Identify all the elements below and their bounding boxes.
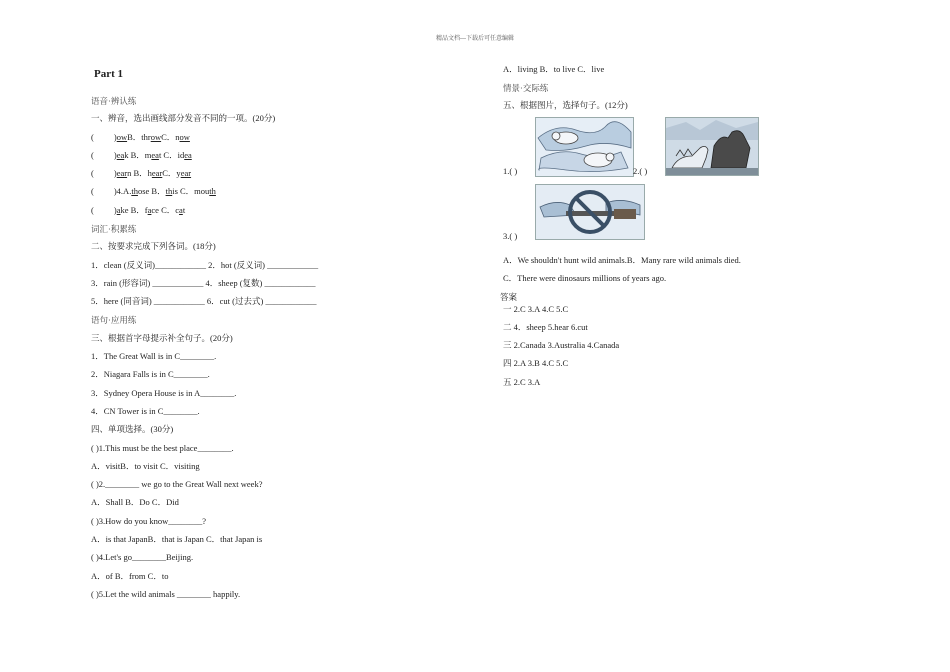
q3-title: 三、根据首字母提示补全句子。(20分) (91, 333, 233, 343)
page-header: 精品文档---下载后可任意编辑 (436, 36, 514, 42)
picture-1-illustration (535, 117, 634, 177)
q4-line-5: ( )3.How do you know________? (91, 516, 206, 526)
section-label-phonics: 语音·辨认练 (91, 96, 137, 106)
q4-line-1: ( )1.This must be the best place________. (91, 443, 234, 453)
q5-title: 五、根据图片，选择句子。(12分) (503, 100, 628, 110)
q4-line-9: ( )5.Let the wild animals ________ happily. (91, 589, 241, 599)
q4-line-7: ( )4.Let's go________Beijing. (91, 552, 194, 562)
picture-3-label: 3.( ) (503, 231, 518, 241)
q4-line-8: A．of B．from C．to (91, 571, 169, 581)
answer-row-4: 四 2.A 3.B 4.C 5.C (503, 358, 569, 368)
q1-item-5: ( )ake B．face C．cat (91, 205, 186, 215)
q1-item-3: ( )earn B．hearC．year (91, 168, 192, 178)
picture-2-label: 2.( ) (633, 166, 648, 176)
q3-item-2: 2．Niagara Falls is in C________. (91, 369, 210, 379)
picture-2-illustration (665, 117, 759, 176)
q5-options-c: C．There were dinosaurs millions of years ago. (503, 273, 667, 283)
page-title: Part 1 (94, 68, 124, 80)
picture-1-label: 1.( ) (503, 166, 518, 176)
section-label-vocab: 词汇·积累练 (91, 224, 137, 234)
q4-line-3: ( )2.________ we go to the Great Wall next week? (91, 479, 263, 489)
q2-row-2: 3．rain (形容词) ____________ 4．sheep (复数) ____________ (91, 278, 316, 288)
answer-heading: 答案 (500, 292, 518, 302)
q4-line-2: A．visitB．to visit C．visiting (91, 461, 200, 471)
answer-row-5: 五 2.C 3.A (503, 377, 541, 387)
q1-item-4: ( )4.A.those B．this C．mouth (91, 186, 216, 196)
section-label-sentence: 语句·应用练 (91, 315, 137, 325)
picture-3-illustration (535, 184, 645, 240)
q4-line-4: A．Shall B．Do C．Did (91, 497, 179, 507)
q5-options-ab: A．We shouldn't hunt wild animals.B．Many rare wild animals died. (503, 255, 741, 265)
answer-row-2: 二 4．sheep 5.hear 6.cut (503, 322, 588, 332)
q3-item-3: 3．Sydney Opera House is in A________. (91, 388, 237, 398)
q2-title: 二、按要求完成下列各词。(18分) (91, 241, 216, 251)
q1-item-2: ( )eak B．meat C．idea (91, 150, 192, 160)
q4-5-options: A．living B．to live C．live (503, 64, 605, 74)
answer-row-3: 三 2.Canada 3.Australia 4.Canada (503, 340, 620, 350)
q4-line-6: A．is that JapanB．that is Japan C．that Japan is (91, 534, 263, 544)
q3-item-4: 4．CN Tower is in C________. (91, 406, 200, 416)
q1-item-1: ( )owB．throwC．now (91, 132, 190, 142)
q3-item-1: 1．The Great Wall is in C________. (91, 351, 217, 361)
q2-row-3: 5．here (同音词) ____________ 6．cut (过去式) ____________ (91, 296, 317, 306)
section-label-scene: 情景·交际练 (503, 83, 549, 93)
q4-title: 四、单项选择。(30分) (91, 424, 174, 434)
answer-row-1: 一 2.C 3.A 4.C 5.C (503, 304, 569, 314)
q1-title: 一、辨音，选出画线部分发音不同的一项。(20分) (91, 113, 276, 123)
q2-row-1: 1．clean (反义词)____________ 2．hot (反义词) ____________ (91, 260, 319, 270)
